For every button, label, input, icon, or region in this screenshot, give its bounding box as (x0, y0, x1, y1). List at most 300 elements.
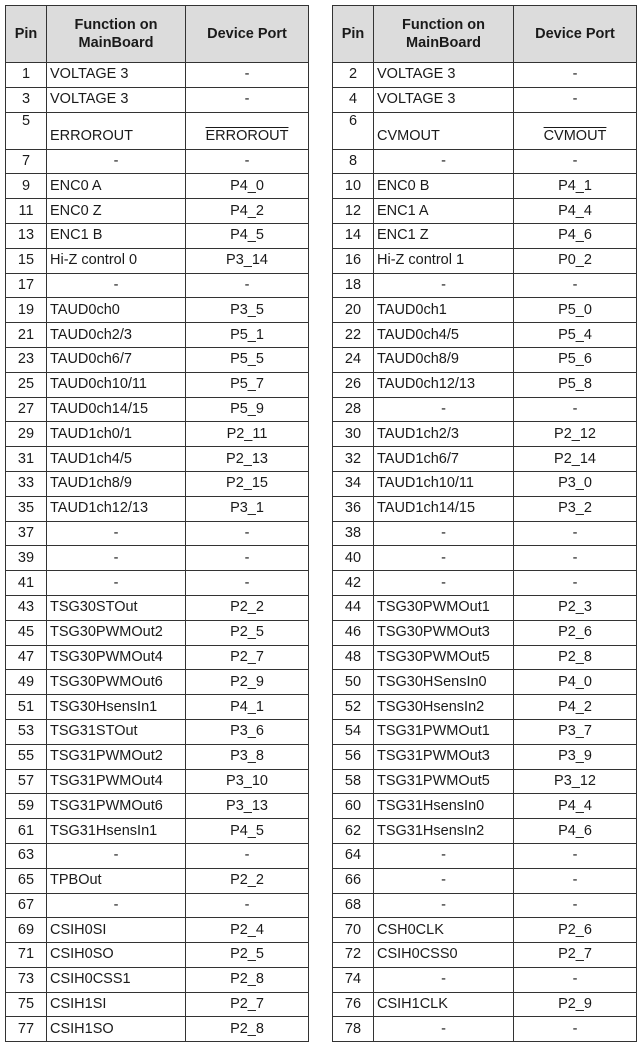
device-port-value: P2_4 (230, 921, 264, 938)
table-row (6, 422, 309, 447)
function-cell: TAUD1ch6/7 (374, 447, 514, 472)
function-cell: TAUD0ch8/9 (374, 347, 514, 372)
function-cell: - (47, 521, 186, 546)
pin-number: 45 (6, 620, 47, 645)
table-row (6, 1017, 309, 1042)
device-port-value: P3_14 (226, 252, 268, 269)
pin-number: 22 (333, 323, 374, 348)
function-cell: VOLTAGE 3 (374, 87, 514, 112)
table-row (6, 496, 309, 521)
function-cell: - (47, 893, 186, 918)
device-port-cell (186, 471, 309, 496)
device-port-cell (186, 273, 309, 298)
device-port-cell (186, 670, 309, 695)
table-row (6, 471, 309, 496)
table-row (333, 347, 637, 372)
header-row (333, 6, 637, 63)
device-port-value: P3_12 (554, 772, 596, 789)
table-row (333, 149, 637, 174)
device-port-cell (186, 620, 309, 645)
device-port-cell (514, 794, 637, 819)
table-row (6, 112, 309, 149)
device-port-cell (514, 769, 637, 794)
function-cell: TAUD1ch10/11 (374, 471, 514, 496)
device-port-cell (186, 843, 309, 868)
pin-number: 65 (6, 868, 47, 893)
device-port-value: P2_6 (558, 921, 592, 938)
table-row (6, 149, 309, 174)
function-cell: TAUD1ch14/15 (374, 496, 514, 521)
device-port-cell (186, 174, 309, 199)
device-port-cell (514, 298, 637, 323)
table-row (6, 794, 309, 819)
device-port-cell (514, 719, 637, 744)
device-port-cell (514, 546, 637, 571)
device-port-value: P5_6 (558, 351, 592, 368)
pin-header: Pin (6, 6, 47, 63)
pin-number: 48 (333, 645, 374, 670)
device-port-value: - (244, 574, 250, 591)
pin-number: 52 (333, 695, 374, 720)
device-port-cell (514, 967, 637, 992)
function-cell: Hi-Z control 0 (47, 248, 186, 273)
device-port-value: P3_5 (230, 301, 264, 318)
table-row (333, 819, 637, 844)
table-row (333, 1017, 637, 1042)
table-row (6, 967, 309, 992)
device-port-cell (186, 397, 309, 422)
device-port-cell (186, 744, 309, 769)
pin-number: 35 (6, 496, 47, 521)
device-port-cell (514, 112, 637, 149)
table-row (6, 223, 309, 248)
table-row (333, 87, 637, 112)
function-cell: CVMOUT (374, 112, 514, 149)
pin-number: 12 (333, 199, 374, 224)
device-port-value: P2_11 (226, 425, 268, 442)
device-port-value: P4_4 (558, 797, 592, 814)
device-port-cell (514, 943, 637, 968)
device-port-value: P2_7 (558, 946, 592, 963)
device-port-cell (186, 87, 309, 112)
function-cell: CSIH0SI (47, 918, 186, 943)
pin-number: 39 (6, 546, 47, 571)
device-port-cell (514, 199, 637, 224)
device-port-value: P2_9 (558, 996, 592, 1013)
device-port-cell (186, 645, 309, 670)
device-port-cell (186, 199, 309, 224)
function-cell: - (374, 521, 514, 546)
function-cell: TSG30PWMOut1 (374, 595, 514, 620)
table-row (333, 323, 637, 348)
pin-number: 61 (6, 819, 47, 844)
table-row (333, 571, 637, 596)
pin-number: 29 (6, 422, 47, 447)
table-row (333, 223, 637, 248)
device-port-cell (186, 769, 309, 794)
function-header: Function on MainBoard (47, 6, 186, 63)
device-port-cell (514, 744, 637, 769)
pin-number: 27 (6, 397, 47, 422)
device-port-cell (186, 1017, 309, 1042)
function-cell: VOLTAGE 3 (47, 87, 186, 112)
device-port-cell (186, 248, 309, 273)
device-port-cell (186, 521, 309, 546)
device-port-cell (186, 719, 309, 744)
device-port-value: P4_5 (230, 227, 264, 244)
device-port-cell (514, 223, 637, 248)
pin-number: 4 (333, 87, 374, 112)
pin-number: 50 (333, 670, 374, 695)
device-port-cell (514, 521, 637, 546)
pin-number: 53 (6, 719, 47, 744)
function-cell: CSH0CLK (374, 918, 514, 943)
table-row (6, 893, 309, 918)
device-port-value: P2_8 (230, 1020, 264, 1037)
device-port-value: P2_7 (230, 996, 264, 1013)
function-cell: TSG31PWMOut1 (374, 719, 514, 744)
pin-number: 23 (6, 347, 47, 372)
table-row (6, 63, 309, 88)
table-row (333, 471, 637, 496)
device-port-cell (514, 645, 637, 670)
device-port-value: P2_13 (226, 450, 268, 467)
function-header: Function on MainBoard (374, 6, 514, 63)
pin-number: 30 (333, 422, 374, 447)
table-row (6, 372, 309, 397)
device-port-cell (514, 819, 637, 844)
function-cell: TSG31PWMOut4 (47, 769, 186, 794)
function-cell: - (374, 397, 514, 422)
table-row (333, 794, 637, 819)
device-port-value: - (572, 91, 578, 108)
device-port-cell (186, 794, 309, 819)
table-row (333, 63, 637, 88)
pin-number: 49 (6, 670, 47, 695)
pin-number: 62 (333, 819, 374, 844)
table-row (6, 868, 309, 893)
pin-number: 20 (333, 298, 374, 323)
device-port-cell (186, 496, 309, 521)
device-port-cell (186, 422, 309, 447)
device-port-value: P4_2 (230, 202, 264, 219)
table-row (333, 447, 637, 472)
device-port-value: P5_5 (230, 351, 264, 368)
table-row (333, 645, 637, 670)
function-cell: CSIH1CLK (374, 992, 514, 1017)
pin-number: 7 (6, 149, 47, 174)
device-port-value: P4_1 (558, 177, 592, 194)
function-cell: TSG30PWMOut6 (47, 670, 186, 695)
table-row (6, 819, 309, 844)
pin-number: 40 (333, 546, 374, 571)
table-row (6, 323, 309, 348)
device-port-cell (514, 174, 637, 199)
device-port-value: - (572, 400, 578, 417)
function-cell: TAUD0ch4/5 (374, 323, 514, 348)
pin-number: 1 (6, 63, 47, 88)
pin-number: 18 (333, 273, 374, 298)
function-cell: TSG30PWMOut3 (374, 620, 514, 645)
device-port-value: - (244, 66, 250, 83)
function-cell: TSG31PWMOut2 (47, 744, 186, 769)
function-cell: TSG30HsensIn1 (47, 695, 186, 720)
function-cell: TSG31HsensIn1 (47, 819, 186, 844)
device-port-value: - (572, 971, 578, 988)
function-cell: VOLTAGE 3 (374, 63, 514, 88)
pin-table-right (332, 5, 637, 1042)
pin-number: 21 (6, 323, 47, 348)
function-cell: TAUD0ch2/3 (47, 323, 186, 348)
function-cell: - (374, 843, 514, 868)
device-port-value: P2_14 (554, 450, 596, 467)
function-cell: TAUD0ch1 (374, 298, 514, 323)
function-cell: TSG30HSensIn0 (374, 670, 514, 695)
pin-number: 55 (6, 744, 47, 769)
device-port-value: P4_0 (230, 177, 264, 194)
function-cell: CSIH1SI (47, 992, 186, 1017)
table-row (333, 893, 637, 918)
table-row (333, 397, 637, 422)
function-cell: TAUD1ch4/5 (47, 447, 186, 472)
function-cell: - (47, 273, 186, 298)
function-cell: TSG31HsensIn2 (374, 819, 514, 844)
table-row (333, 372, 637, 397)
device-port-cell (514, 496, 637, 521)
pin-number: 36 (333, 496, 374, 521)
table-row (6, 620, 309, 645)
function-cell: ERROROUT (47, 112, 186, 149)
device-port-cell (514, 447, 637, 472)
pin-number: 42 (333, 571, 374, 596)
table-row (6, 670, 309, 695)
table-row (6, 174, 309, 199)
device-port-cell (186, 112, 309, 149)
device-port-value: P3_13 (226, 797, 268, 814)
device-port-cell (186, 546, 309, 571)
pin-number: 14 (333, 223, 374, 248)
table-row (333, 422, 637, 447)
pin-number: 15 (6, 248, 47, 273)
table-row (333, 868, 637, 893)
device-port-value: P4_6 (558, 227, 592, 244)
pin-number: 58 (333, 769, 374, 794)
device-port-value: - (572, 1020, 578, 1037)
table-row (333, 843, 637, 868)
device-port-cell (514, 397, 637, 422)
table-row (6, 943, 309, 968)
table-row (333, 769, 637, 794)
function-cell: - (374, 967, 514, 992)
function-cell: ENC0 Z (47, 199, 186, 224)
device-port-value: P2_9 (230, 673, 264, 690)
device-port-value: - (244, 549, 250, 566)
device-port-value: P2_8 (230, 971, 264, 988)
pin-table-right-body (333, 63, 637, 1042)
device-port-value: P3_8 (230, 748, 264, 765)
pin-number: 54 (333, 719, 374, 744)
device-port-cell (514, 992, 637, 1017)
device-port-value: P3_10 (226, 772, 268, 789)
pin-number: 5 (6, 112, 47, 149)
device-port-value: P2_2 (230, 599, 264, 616)
device-port-cell (514, 248, 637, 273)
pin-number: 34 (333, 471, 374, 496)
pin-number: 41 (6, 571, 47, 596)
device-port-cell (186, 695, 309, 720)
pin-number: 32 (333, 447, 374, 472)
pin-number: 56 (333, 744, 374, 769)
device-port-value: - (244, 152, 250, 169)
device-port-cell (514, 620, 637, 645)
pin-number: 10 (333, 174, 374, 199)
pin-number: 16 (333, 248, 374, 273)
device-port-value: P2_3 (558, 599, 592, 616)
device-port-value: P4_0 (558, 673, 592, 690)
function-cell: TSG30PWMOut5 (374, 645, 514, 670)
function-cell: Hi-Z control 1 (374, 248, 514, 273)
pin-number: 47 (6, 645, 47, 670)
table-row (6, 645, 309, 670)
device-port-cell (186, 918, 309, 943)
device-port-value: P5_4 (558, 326, 592, 343)
function-cell: ENC1 B (47, 223, 186, 248)
device-port-cell (514, 372, 637, 397)
device-port-cell (186, 347, 309, 372)
device-port-value: P2_15 (226, 475, 268, 492)
device-port-value: - (244, 847, 250, 864)
pin-number: 51 (6, 695, 47, 720)
pin-number: 13 (6, 223, 47, 248)
function-cell: TAUD1ch0/1 (47, 422, 186, 447)
table-row (6, 744, 309, 769)
table-row (333, 967, 637, 992)
device-port-cell (514, 323, 637, 348)
device-port-cell (186, 372, 309, 397)
device-port-cell (186, 571, 309, 596)
table-row (6, 347, 309, 372)
device-port-cell (514, 695, 637, 720)
function-cell: TSG31PWMOut5 (374, 769, 514, 794)
pin-number: 43 (6, 595, 47, 620)
table-row (6, 719, 309, 744)
table-row (6, 769, 309, 794)
table-row (333, 620, 637, 645)
device-port-value: P2_5 (230, 624, 264, 641)
device-port-value: - (572, 847, 578, 864)
device-port-value: - (572, 276, 578, 293)
device-port-cell (186, 149, 309, 174)
device-port-cell (186, 943, 309, 968)
device-port-cell (514, 63, 637, 88)
function-cell: TAUD1ch12/13 (47, 496, 186, 521)
device-port-value: P0_2 (558, 252, 592, 269)
table-row (333, 670, 637, 695)
device-port-value: P3_2 (558, 500, 592, 517)
pin-number: 63 (6, 843, 47, 868)
table-row (333, 112, 637, 149)
table-row (6, 546, 309, 571)
device-port-value: - (572, 524, 578, 541)
table-row (333, 199, 637, 224)
function-cell: - (47, 149, 186, 174)
table-row (6, 521, 309, 546)
device-port-value: P5_9 (230, 400, 264, 417)
table-row (6, 273, 309, 298)
pin-number: 70 (333, 918, 374, 943)
table-row (6, 595, 309, 620)
function-cell: ENC1 A (374, 199, 514, 224)
pin-number: 31 (6, 447, 47, 472)
pin-number: 46 (333, 620, 374, 645)
device-port-value: P5_1 (230, 326, 264, 343)
pin-number: 69 (6, 918, 47, 943)
port-header: Device Port (186, 6, 309, 63)
device-port-value: - (244, 896, 250, 913)
function-cell: - (47, 546, 186, 571)
device-port-value: - (244, 91, 250, 108)
device-port-value: P5_7 (230, 376, 264, 393)
pin-number: 64 (333, 843, 374, 868)
pin-number: 71 (6, 943, 47, 968)
device-port-cell (514, 422, 637, 447)
table-row (333, 496, 637, 521)
pin-number: 11 (6, 199, 47, 224)
device-port-cell (186, 223, 309, 248)
function-cell: ENC0 A (47, 174, 186, 199)
device-port-cell (514, 87, 637, 112)
device-port-value: P2_12 (554, 425, 596, 442)
device-port-value: - (572, 549, 578, 566)
device-port-value: P4_1 (230, 698, 264, 715)
pin-number: 59 (6, 794, 47, 819)
function-cell: TAUD1ch8/9 (47, 471, 186, 496)
device-port-cell (186, 893, 309, 918)
pin-number: 77 (6, 1017, 47, 1042)
table-row (333, 719, 637, 744)
pin-number: 9 (6, 174, 47, 199)
function-cell: - (374, 868, 514, 893)
port-header: Device Port (514, 6, 637, 63)
device-port-cell (514, 893, 637, 918)
table-row (6, 248, 309, 273)
function-cell: TAUD0ch12/13 (374, 372, 514, 397)
table-row (6, 695, 309, 720)
table-row (6, 298, 309, 323)
device-port-value: - (244, 276, 250, 293)
function-cell: TSG30STOut (47, 595, 186, 620)
function-cell: - (374, 571, 514, 596)
device-port-cell (514, 471, 637, 496)
function-cell: TSG31HsensIn0 (374, 794, 514, 819)
table-row (6, 447, 309, 472)
function-cell: TAUD0ch14/15 (47, 397, 186, 422)
table-row (333, 943, 637, 968)
table-row (333, 546, 637, 571)
function-cell: TPBOut (47, 868, 186, 893)
device-port-value: P3_9 (558, 748, 592, 765)
function-cell: CSIH0CSS1 (47, 967, 186, 992)
function-cell: - (374, 893, 514, 918)
function-cell: TSG30HsensIn2 (374, 695, 514, 720)
pin-number: 68 (333, 893, 374, 918)
function-cell: CSIH0CSS0 (374, 943, 514, 968)
device-port-value: P2_2 (230, 872, 264, 889)
pin-number: 33 (6, 471, 47, 496)
device-port-value: P5_0 (558, 301, 592, 318)
device-port-value: P2_5 (230, 946, 264, 963)
device-port-value: P4_2 (558, 698, 592, 715)
